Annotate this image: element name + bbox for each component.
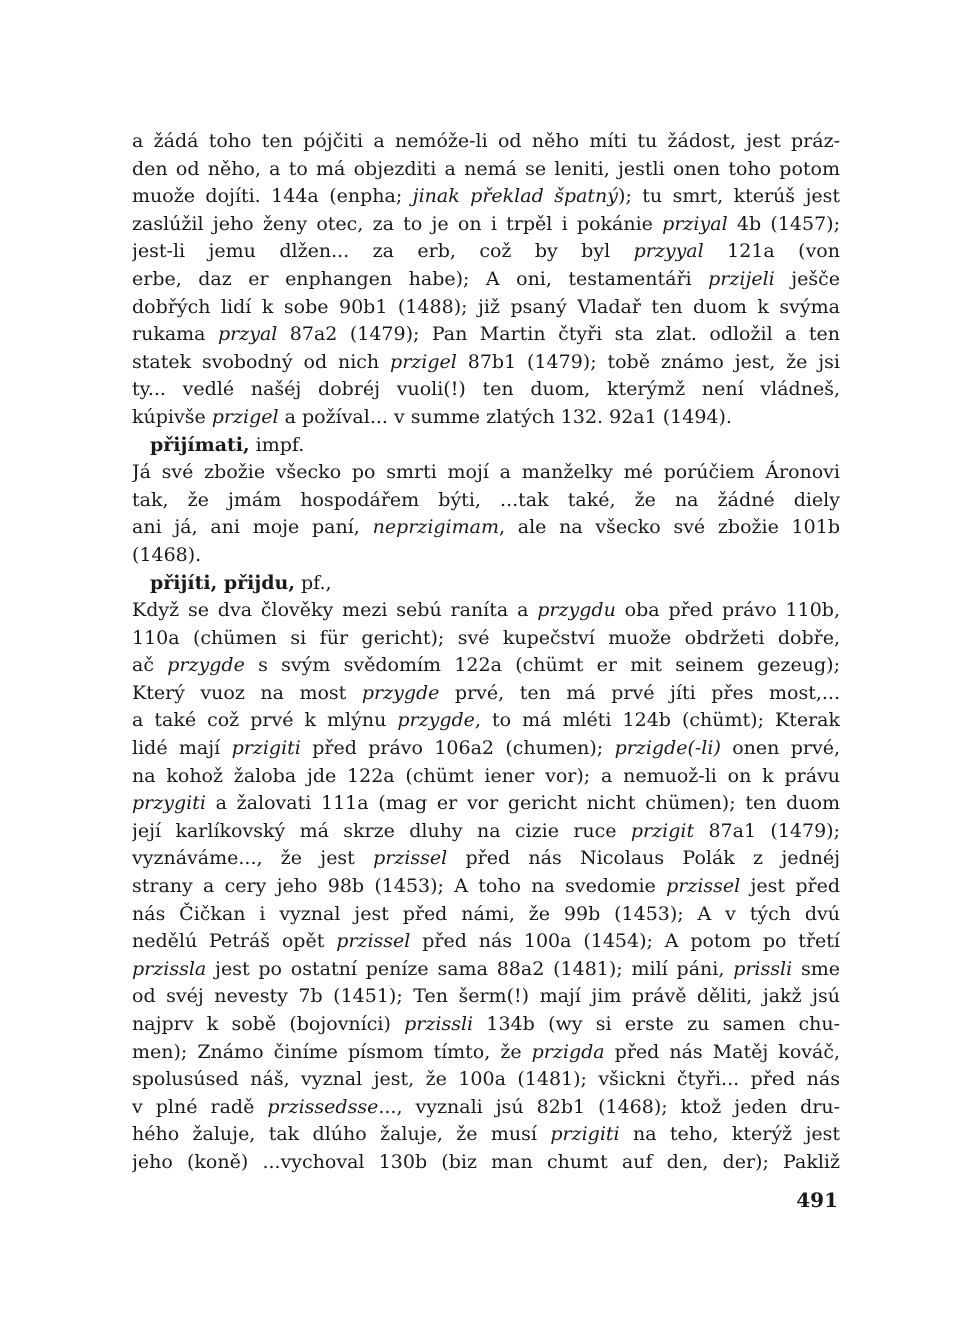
cited-form: przygde xyxy=(167,654,245,677)
text-segment: před právo 106a2 (chumen); xyxy=(300,737,615,760)
page-number: 491 xyxy=(796,1188,838,1212)
cited-form: przigel xyxy=(211,405,279,428)
text-line xyxy=(132,321,840,349)
text-line xyxy=(132,349,840,377)
headword: přijíti, přijdu, xyxy=(150,571,295,594)
cited-form: przygiti xyxy=(132,792,206,815)
text-line xyxy=(132,901,840,929)
text-line xyxy=(132,928,840,956)
text-line xyxy=(132,514,840,542)
text-line xyxy=(132,211,840,239)
text-line xyxy=(132,1066,840,1094)
text-segment: tak, že jmám hospodářem býti, ...tak také, že na žádné diely xyxy=(132,488,840,511)
text-line xyxy=(132,597,840,625)
text-line xyxy=(132,625,840,653)
text-segment: 87b1 (1479); tobě známo jest, že jsi xyxy=(456,350,840,373)
text-line xyxy=(132,570,840,598)
cited-form: przissel xyxy=(336,930,411,953)
text-segment: , ale na všecko své zbožie 101b xyxy=(499,516,840,539)
text-segment: nedělú Petráš opět xyxy=(132,930,337,953)
cited-form: przigel xyxy=(390,350,457,373)
text-segment: jeho (koně) ...vychoval 130b (biz man chumt auf den, der); Pakliž xyxy=(132,1150,840,1173)
text-segment: zaslúžil jeho ženy otec, za to je on i trpěl i pokánie xyxy=(132,212,663,235)
text-segment: ani já, ani moje paní, xyxy=(132,516,373,539)
text-line xyxy=(132,238,840,266)
text-segment: 87a1 (1479); xyxy=(694,819,840,842)
cited-form: przigit xyxy=(630,819,695,842)
text-segment: ty... vedlé našéj dobréj vuoli(!) ten duom, kterýmž není vládneš, xyxy=(132,378,840,401)
text-segment: den od něho, a to má objezditi a nemá se leniti, jestli onen toho potom xyxy=(132,157,840,180)
text-line xyxy=(132,294,840,322)
text-line xyxy=(132,1011,840,1039)
text-line xyxy=(132,1039,840,1067)
text-line xyxy=(132,1149,840,1177)
cited-form: przigiti xyxy=(231,737,301,760)
cited-form: przissli xyxy=(404,1013,474,1035)
text-segment: 134b (wy si erste zu samen chu- xyxy=(473,1013,840,1035)
text-segment: oba před právo 110b, xyxy=(615,599,840,622)
text-line xyxy=(132,432,840,460)
cited-form: przygde xyxy=(361,681,440,704)
text-segment: impf. xyxy=(249,433,305,456)
text-line xyxy=(132,156,840,184)
text-line xyxy=(132,266,840,294)
text-segment: vyznáváme..., že jest xyxy=(132,847,374,870)
text-segment: 121a (von xyxy=(703,240,840,263)
cited-form: jinak překlad špatný xyxy=(412,185,619,208)
text-segment: jest před xyxy=(740,875,840,898)
text-line xyxy=(132,983,840,1011)
text-segment: před nás 100a (1454); A potom po třetí xyxy=(410,930,840,953)
text-line xyxy=(132,790,840,818)
text-segment: s svým svědomím 122a (chümt er mit seinem gezeug); xyxy=(244,654,840,677)
text-segment: ač xyxy=(132,654,168,677)
cited-form: neprzigimam xyxy=(372,516,499,539)
text-line xyxy=(132,845,840,873)
text-segment: ješče xyxy=(774,267,840,290)
text-segment: její karlíkovský má skrze dluhy na cizie ruce xyxy=(132,819,631,842)
text-segment: muože dojíti. 144a (enpha; xyxy=(132,185,413,208)
text-line xyxy=(132,128,840,156)
cited-form: przyal xyxy=(217,323,278,346)
text-segment: 110a (chümen si für gericht); své kupečství muože obdržeti dobře, xyxy=(132,626,840,649)
text-segment: spolusúsed náš, vyznal jest, že 100a (1481); všickni čtyři... před nás xyxy=(132,1068,840,1091)
text-line xyxy=(132,873,840,901)
cited-form: przigiti xyxy=(550,1123,620,1146)
text-segment: jest po ostatní peníze sama 88a2 (1481); milí páni, xyxy=(206,957,734,980)
text-segment: před nás Matěj kováč, xyxy=(604,1040,840,1063)
text-segment: ..., vyznali jsú 82b1 (1468); ktož jeden dru- xyxy=(378,1095,840,1118)
text-line xyxy=(132,763,840,791)
text-line xyxy=(132,542,840,570)
text-segment: kúpivše xyxy=(132,405,212,428)
text-line xyxy=(132,707,840,735)
text-segment: na teho, kterýž jest xyxy=(619,1123,840,1146)
text-segment: najprv k sobě (bojovníci) xyxy=(132,1013,405,1035)
text-line xyxy=(132,404,840,432)
cited-form: prziyal xyxy=(662,212,728,235)
cited-form: przijeli xyxy=(708,267,775,290)
text-segment: jest-li jemu dlžen... za erb, což by byl xyxy=(132,240,634,263)
text-segment: nás Čičkan i vyznal jest před námi, že 99b (1453); A v tých dvú xyxy=(132,902,840,925)
cited-form: przyyal xyxy=(633,240,704,263)
text-segment: , to má mléti 124b (chümt); Kterak xyxy=(474,709,840,732)
text-segment: dobřých lidí k sobe 90b1 (1488); již psaný Vladař ten duom k svýma xyxy=(132,295,840,318)
text-segment: na kohož žaloba jde 122a (chümt iener vor); a nemuož-li on k právu xyxy=(132,764,840,787)
text-segment: Který vuoz na most xyxy=(132,681,362,704)
text-line xyxy=(132,459,840,487)
text-segment: ); tu smrt, kterúš jest xyxy=(618,185,840,208)
cited-form: przygdu xyxy=(537,599,616,622)
text-line xyxy=(132,376,840,404)
text-segment: lidé mají xyxy=(132,737,232,760)
text-line xyxy=(132,1121,840,1149)
text-segment: Když se dva člověky mezi sebú raníta a xyxy=(132,599,538,622)
text-segment: statek svobodný od nich xyxy=(132,350,391,373)
cited-form: przissedsse xyxy=(267,1095,379,1118)
text-segment: pf., xyxy=(294,571,332,594)
text-segment: od svéj nevesty 7b (1451); Ten šerm(!) mají jim právě děliti, jakž jsú xyxy=(132,985,840,1008)
cited-form: przissel xyxy=(373,847,448,870)
cited-form: przygde xyxy=(397,709,475,732)
cited-form: przigda xyxy=(531,1040,605,1063)
text-line xyxy=(132,652,840,680)
text-segment: strany a cery jeho 98b (1453); A toho na svedomie xyxy=(132,875,667,898)
text-segment: v plné radě xyxy=(132,1095,268,1118)
text-segment: sme xyxy=(792,957,840,980)
text-segment: 4b (1457); xyxy=(727,212,840,235)
cited-form: przissla xyxy=(132,957,207,980)
text-segment: onen prvé, xyxy=(720,737,840,760)
text-segment: a požíval... v summe zlatých 132. 92a1 (1494). xyxy=(278,405,732,428)
cited-form: przissel xyxy=(666,875,741,898)
text-segment: erbe, daz er enphangen habe); A oni, testamentáři xyxy=(132,267,709,290)
text-line xyxy=(132,818,840,846)
cited-form: prissli xyxy=(733,957,793,980)
text-line xyxy=(132,487,840,515)
text-segment: men); Známo činíme písmom tímto, že xyxy=(132,1040,532,1063)
cited-form: przigde(-li) xyxy=(614,737,721,760)
text-line xyxy=(132,183,840,211)
text-line xyxy=(132,680,840,708)
text-segment: a žalovati 111a (mag er vor gericht nicht chümen); ten duom xyxy=(205,792,840,815)
text-segment: hého žaluje, tak dlúho žaluje, že musí xyxy=(132,1123,551,1146)
text-segment: a také což prvé k mlýnu xyxy=(132,709,398,732)
text-line xyxy=(132,1094,840,1122)
text-segment: Já své zbožie všecko po smrti mojí a manželky mé porúčiem Áronovi xyxy=(132,461,840,484)
text-line xyxy=(132,956,840,984)
dictionary-entry-text xyxy=(132,128,840,1177)
text-segment: prvé, ten má prvé jíti přes most,... xyxy=(439,681,840,704)
text-segment: (1468). xyxy=(132,543,202,566)
headword: přijímati, xyxy=(150,433,250,456)
text-segment: a žádá toho ten pójčiti a nemóže-li od něho míti tu žádost, jest práz- xyxy=(132,130,840,152)
text-segment: před nás Nicolaus Polák z jednéj xyxy=(447,847,840,870)
text-segment: 87a2 (1479); Pan Martin čtyři sta zlat. odložil a ten xyxy=(277,323,840,346)
text-line xyxy=(132,735,840,763)
text-segment: rukama xyxy=(132,323,218,346)
